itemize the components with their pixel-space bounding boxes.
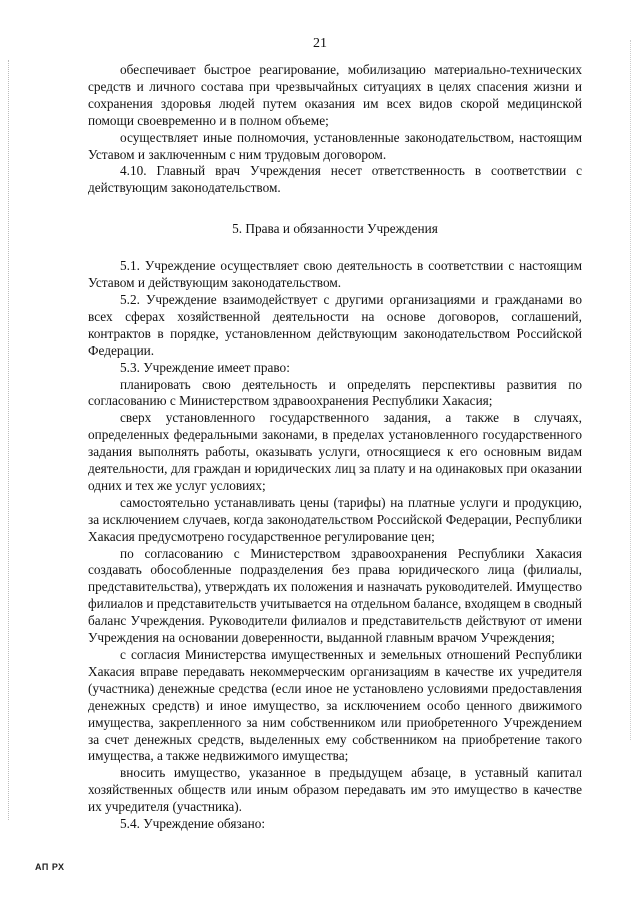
paragraph-5-3-item-prices: самостоятельно устанавливать цены (тарифы) на платные услуги и продукцию, за исключением случаев, когда законодательством Российской Федерации, Республики Хакасия предусмотрено государственное регулирование цен; (88, 494, 582, 544)
document-body (88, 62, 582, 833)
scan-edge-marks-left (8, 60, 10, 820)
paragraph-5-3: 5.3. Учреждение имеет право: (120, 359, 290, 375)
paragraph-4-10: 4.10. Главный врач Учреждения несет ответственность в соответствии с действующим законодательством. (88, 163, 582, 196)
section-heading: 5. Права и обязанности Учреждения (232, 221, 438, 237)
paragraph-5-3-item-paid-services: сверх установленного государственного задания, а также в случаях, определенных федеральными законами, в пределах установленного государственного задания выполнять работы, оказывать услуги, относящиеся к его основным видам деятельности, для граждан и юридических лиц за плату и на одинаковых при оказании одних и тех же услуг условиях; (88, 410, 582, 493)
page-number: 21 (313, 36, 327, 51)
archive-stamp: АП РХ (35, 862, 65, 872)
paragraph-5-3-item-property-transfer: с согласия Министерства имущественных и земельных отношений Республики Хакасия вправе передавать некоммерческим организациям в качестве их учредителя (участника) денежные средства (если иное не установлено условиями предоставления денежных средств) и иное имущество, за исключением особо ценного движимого имущества, закрепленного за ним собственником или приобретенного Учреждением за счет денежных средств, выделенных ему собственником на приобретение такого имущества, а также недвижимого имущества; (88, 647, 582, 764)
paragraph-5-3-item-branches: по согласованию с Министерством здравоохранения Республики Хакасия создавать обособленные подразделения без права юридического лица (филиалы, представительства), утверждать их положения и назначать руководителей. Имущество филиалов и представительств учитывается на отдельном балансе, входящем в сводный баланс Учреждения. Руководители филиалов и представительств действуют от имени Учреждения на основании доверенности, выданной главным врачом Учреждения; (88, 545, 582, 646)
paragraph-4-9-item: обеспечивает быстрое реагирование, мобилизацию материально-технических средств и личного состава при чрезвычайных ситуациях в целях спасения жизни и сохранения здоровья людей путем оказания им всех видов скорой медицинской помощи своевременно и в полном объеме; (88, 62, 582, 128)
scan-edge-marks-right (630, 40, 632, 740)
paragraph-5-1: 5.1. Учреждение осуществляет свою деятельность в соответствии с настоящим Уставом и действующим законодательством. (88, 258, 582, 291)
paragraph-5-3-item-capital-contribution: вносить имущество, указанное в предыдущем абзаце, в уставный капитал хозяйственных обществ или иным образом передавать им это имущество в качестве их учредителя (участника). (88, 765, 582, 815)
paragraph-5-2: 5.2. Учреждение взаимодействует с другими организациями и гражданами во всех сферах хозяйственной деятельности на основе договоров, соглашений, контрактов в порядке, установленном действующим законодательством Российской Федерации. (88, 291, 582, 358)
paragraph-5-3-item-planning: планировать свою деятельность и определять перспективы развития по согласованию с Министерством здравоохранения Республики Хакасия; (88, 376, 582, 409)
paragraph-4-9-item-other-powers: осуществляет иные полномочия, установленные законодательством, настоящим Уставом и заключенным с ним трудовым договором. (88, 129, 582, 162)
paragraph-5-4: 5.4. Учреждение обязано: (120, 816, 266, 832)
